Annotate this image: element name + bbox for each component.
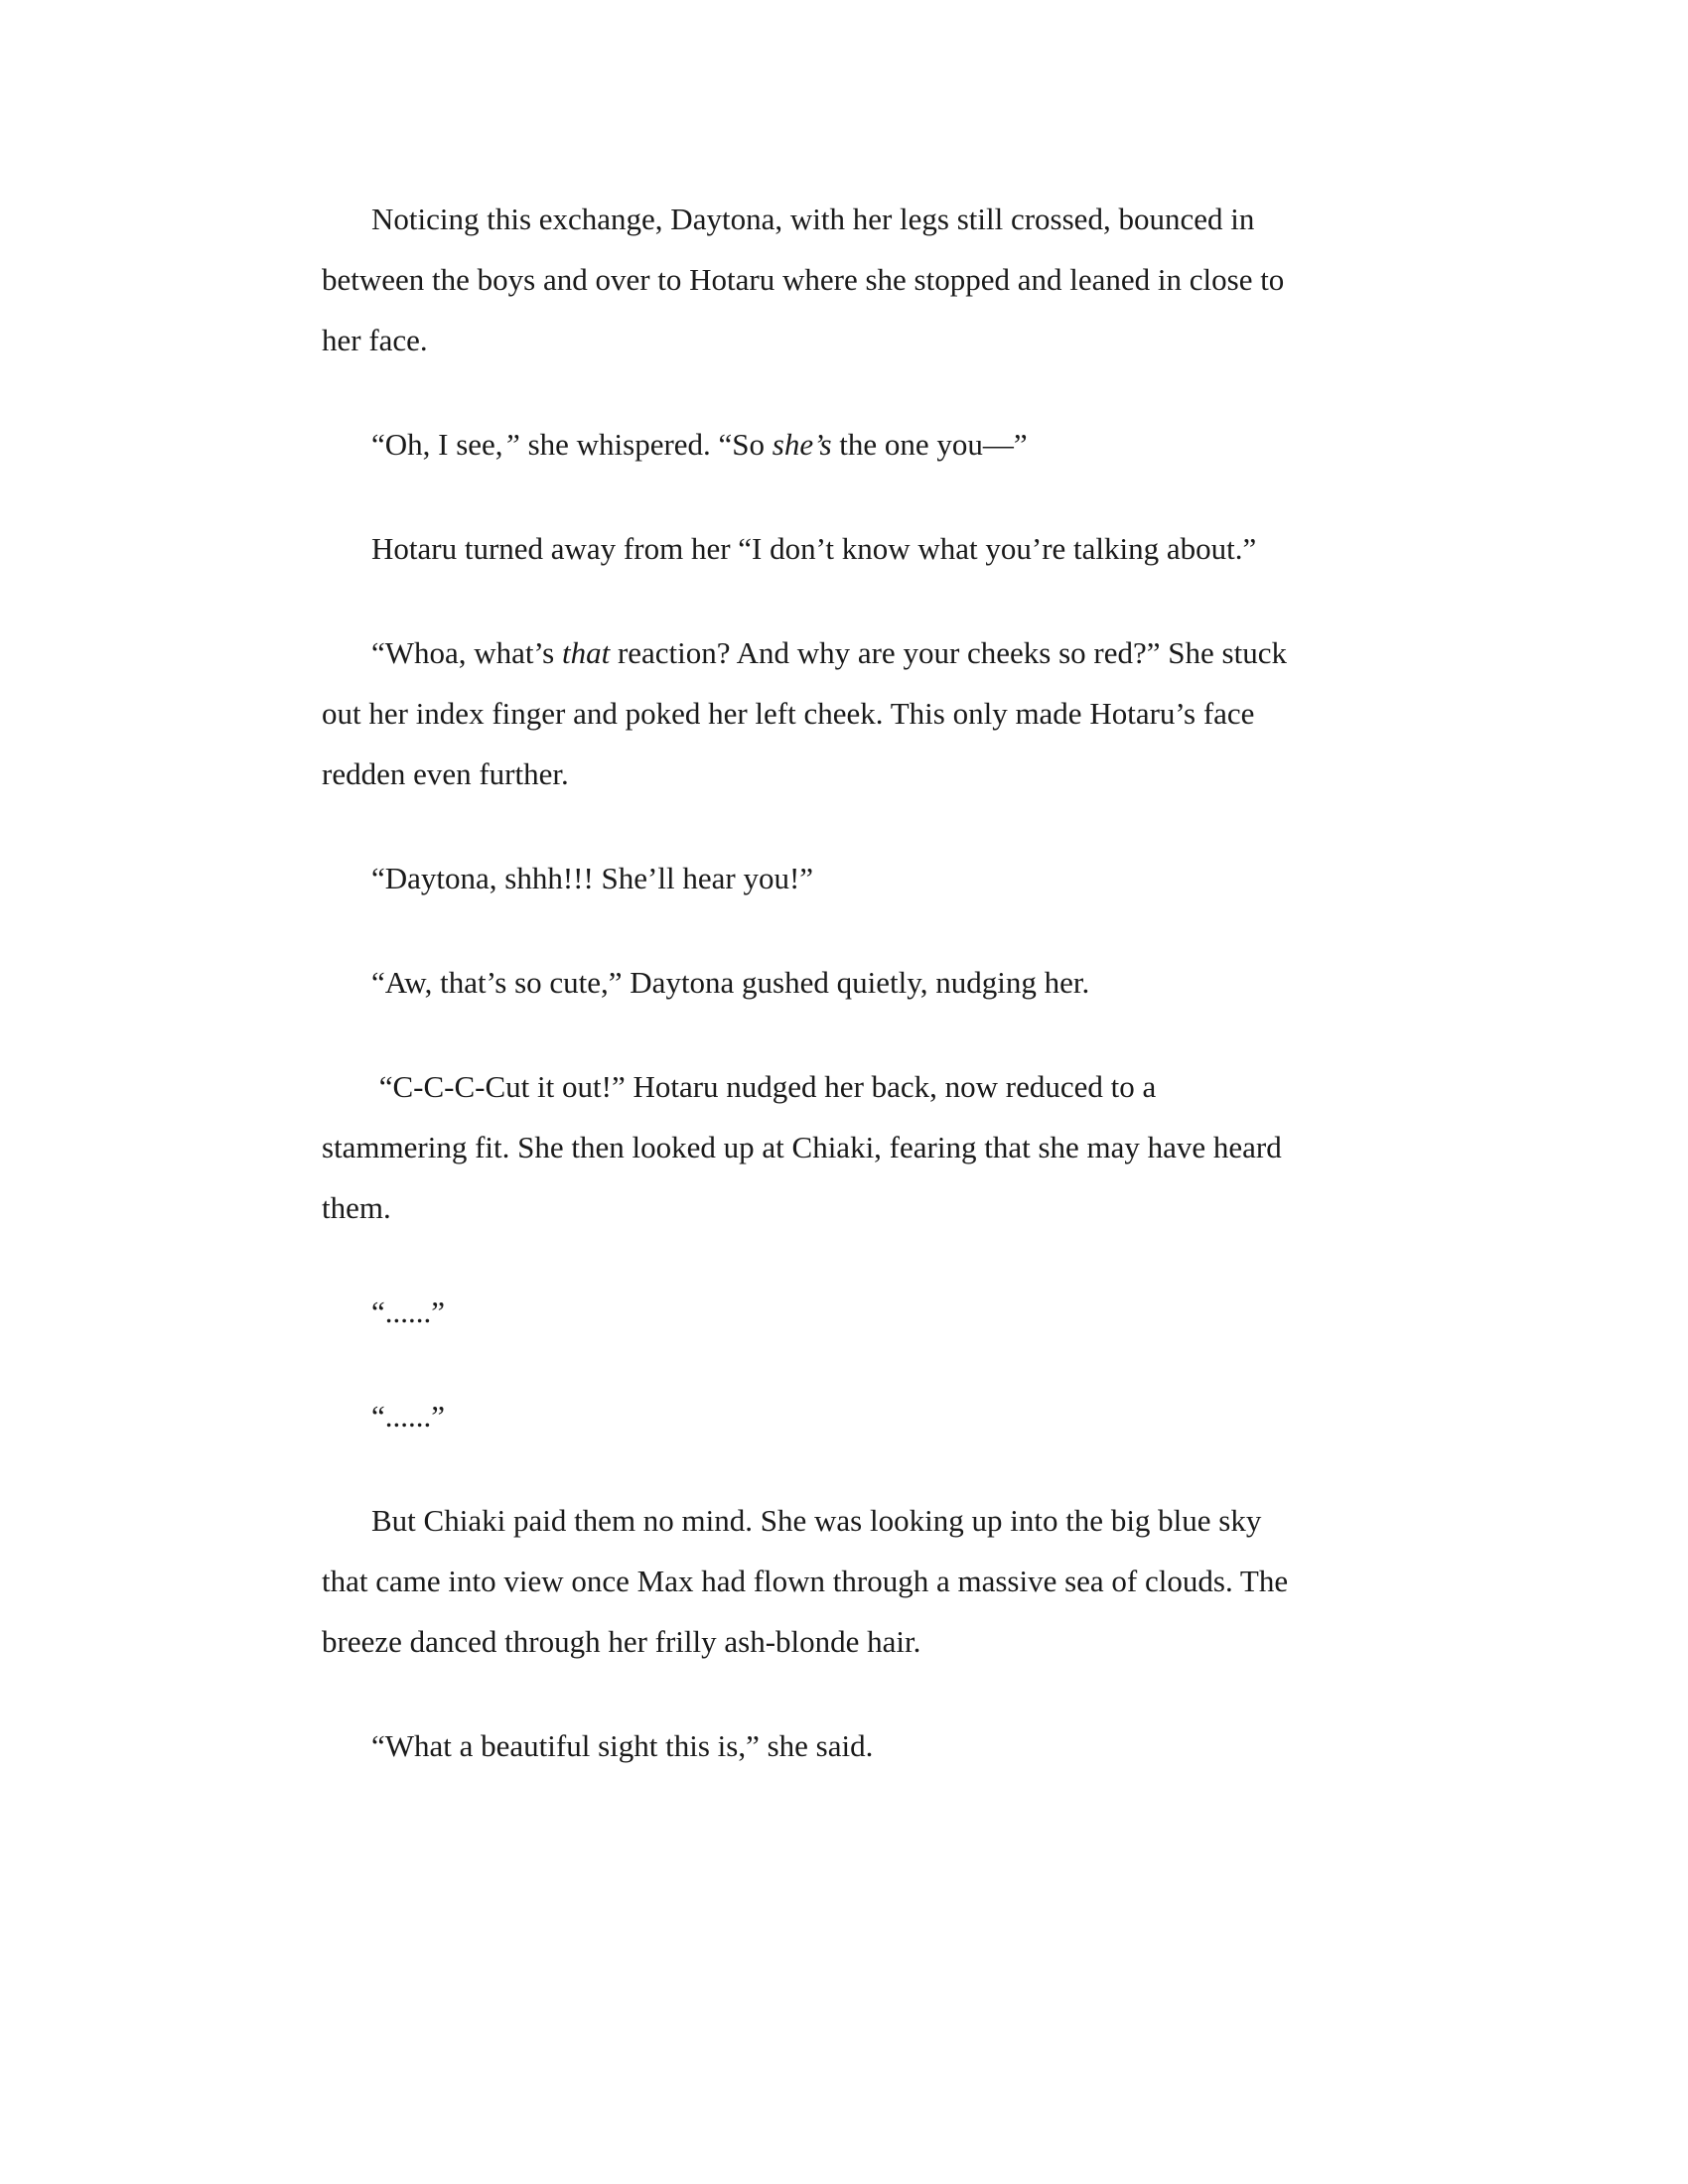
text-line: Noticing this exchange, Daytona, with her legs still crossed, bounced in — [371, 202, 1255, 236]
paragraph-2 — [322, 414, 1374, 475]
text-line — [322, 622, 1374, 683]
document-page — [322, 189, 1374, 1820]
paragraph-9 — [322, 1386, 1374, 1446]
text-line: out her index finger and poked her left cheek. This only made Hotaru’s face — [322, 696, 1255, 731]
text-line: her face. — [322, 323, 428, 357]
text-line: breeze danced through her frilly ash-blonde hair. — [322, 1624, 921, 1659]
text-segment: reaction? And why are your cheeks so red?” She stuck — [610, 635, 1287, 670]
paragraph-8 — [322, 1282, 1374, 1342]
text-line: them. — [322, 1190, 391, 1225]
italic-quote-mark: ” — [502, 427, 520, 462]
text-line: redden even further. — [322, 756, 569, 791]
text-line: “Daytona, shhh!!! She’ll hear you!” — [371, 861, 814, 895]
text-segment: “Whoa, what’s — [371, 635, 562, 670]
text-line: “C-C-C-Cut it out!” Hotaru nudged her back, now reduced to a — [371, 1069, 1157, 1104]
italic-emphasis: she’s — [772, 427, 832, 462]
paragraph-3 — [322, 518, 1374, 579]
text-segment: the one you—” — [831, 427, 1028, 462]
italic-emphasis: that — [561, 635, 611, 670]
paragraph-6 — [322, 952, 1374, 1013]
paragraph-5 — [322, 848, 1374, 908]
paragraph-10 — [322, 1490, 1374, 1672]
paragraph-4 — [322, 622, 1374, 804]
text-line: “Aw, that’s so cute,” Daytona gushed quietly, nudging her. — [371, 965, 1090, 1000]
paragraph-7 — [322, 1056, 1374, 1238]
text-line: that came into view once Max had flown through a massive sea of clouds. The — [322, 1564, 1289, 1598]
text-line: between the boys and over to Hotaru where she stopped and leaned in close to — [322, 262, 1285, 297]
text-line: But Chiaki paid them no mind. She was looking up into the big blue sky — [371, 1503, 1262, 1538]
paragraph-11 — [322, 1715, 1374, 1776]
text-line: “......” — [371, 1295, 446, 1329]
text-line: “What a beautiful sight this is,” she said. — [371, 1728, 874, 1763]
text-line: “......” — [371, 1399, 446, 1433]
text-segment: “Oh, I see, — [371, 427, 503, 462]
paragraph-1 — [322, 189, 1374, 370]
text-line: Hotaru turned away from her “I don’t know what you’re talking about.” — [371, 531, 1257, 566]
text-segment: she whispered. “So — [519, 427, 773, 462]
text-line: stammering fit. She then looked up at Chiaki, fearing that she may have heard — [322, 1130, 1282, 1164]
